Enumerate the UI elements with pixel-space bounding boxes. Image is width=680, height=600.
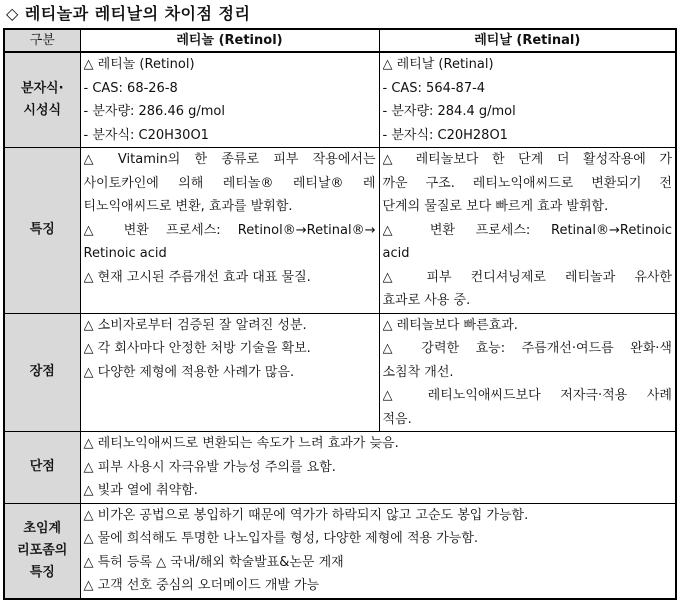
table-row-molecular <box>4 52 676 148</box>
row-label: 초임계 리포좀의 특징 <box>4 503 80 599</box>
row-label: 특징 <box>4 148 80 314</box>
table-row-features <box>4 148 676 314</box>
retinal-cell: △ 레티놀보다 빠른효과. △ 강력한 효능: 주름개선·여드름 완화·색 소침착 개선. △ 레티노익애씨드보다 저자극·적용 사례 적음. <box>379 313 676 432</box>
row-label: 장점 <box>4 313 80 432</box>
header-retinol: 레티놀 (Retinol) <box>80 29 379 52</box>
header-row <box>4 29 676 52</box>
title-text: 레티놀과 레티날의 차이점 정리 <box>24 4 251 23</box>
comparison-table <box>3 28 677 600</box>
header-category: 구분 <box>4 29 80 52</box>
retinol-cell: △ Vitamin의 한 종류로 피부 작용에서는 사이토카인에 의해 레티놀® 레티날® 레 티노익애씨드로 변환, 효과를 발휘함. △ 변환 프로세스: Retinol®→Retinal®→ Retinoic acid △ 현재 고시된 주름개선 효과 대표 물질. <box>80 148 379 314</box>
combined-cell: △ 레티노익애씨드로 변환되는 속도가 느려 효과가 늦음. △ 피부 사용시 자극유발 가능성 주의를 요함. △ 빛과 열에 취약함. <box>80 432 676 504</box>
retinal-cell: △ 레티놀보다 한 단계 더 활성작용에 가 까운 구조. 레티노익애씨드로 변환되기 전 단계의 물질로 보다 빠르게 효과 발휘함. △ 변환 프로세스: Retinal®→Retinoic acid △ 피부 컨디셔닝제로 레티놀과 유사한 효과로 사용 중. <box>379 148 676 314</box>
diamond-icon: ◇ <box>6 4 19 23</box>
page-title <box>6 1 250 27</box>
row-label: 분자식· 시성식 <box>4 52 80 148</box>
table-row-advantages <box>4 313 676 432</box>
header-retinal: 레티날 (Retinal) <box>379 29 676 52</box>
table-row-disadvantages <box>4 432 676 504</box>
retinol-cell: △ 레티놀 (Retinol) - CAS: 68-26-8 - 분자량: 286.46 g/mol - 분자식: C20H30O1 <box>80 52 379 148</box>
table-row-liposome <box>4 503 676 599</box>
retinal-cell: △ 레티날 (Retinal) - CAS: 564-87-4 - 분자량: 284.4 g/mol - 분자식: C20H28O1 <box>379 52 676 148</box>
row-label: 단점 <box>4 432 80 504</box>
combined-cell: △ 비가온 공법으로 봉입하기 때문에 역가가 하락되지 않고 고순도 봉입 가능함. △ 물에 희석해도 투명한 나노입자를 형성, 다양한 제형에 적용 가능함. △ 특허 등록 △ 국내/해외 학술발표&논문 게재 △ 고객 선호 중심의 오더메이드 개발 가능 <box>80 503 676 599</box>
retinol-cell: △ 소비자로부터 검증된 잘 알려진 성분. △ 각 회사마다 안정한 처방 기술을 확보. △ 다양한 제형에 적용한 사례가 많음. <box>80 313 379 432</box>
